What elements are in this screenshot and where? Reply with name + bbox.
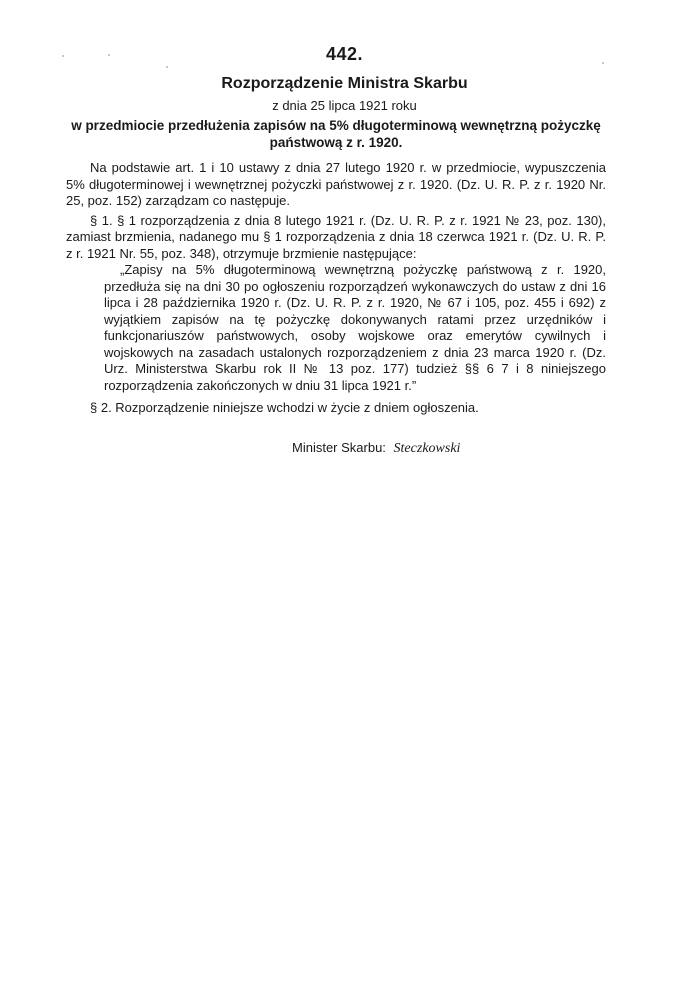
document-date: z dnia 25 lipca 1921 roku (272, 98, 417, 113)
signature-label: Minister Skarbu: (292, 440, 386, 455)
act-number: 442. (325, 44, 364, 64)
scan-speck (166, 66, 168, 68)
quoted-text-content: „Zapisy na 5% długoterminową wewnętrzną pożyczkę państwową z r. 1920, przedłuża się na dni 30 po ogłoszeniu rozporządzeń wykonawczych do ustaw z dni 16 lipca i 28 października 1920 r. (Dz. U. R. P. z r. 1920, № 67 i 105, poz. 455 i 692) z wyjątkiem zapisów na tę pożyczkę dokonywanych ratami przez urzędników i funkcjonariuszów państwowych, osoby wojskowe oraz emerytów cywilnych i wojskowych na zasadach ustalonych rozporządzeniem z dnia 23 marca 1920 r. (Dz. Urz. Ministerstwa Skarbu rok II № 13 poz. 177) tudzież §§ 6 7 i 8 niniejszego rozporządzenia zakończonych w dniu 31 lipca 1921 r.” (104, 262, 606, 393)
document-subject: w przedmiocie przedłużenia zapisów na 5% długoterminową wewnętrzną pożyczkę państwową z r. 1920. (71, 118, 601, 150)
section-2-paragraph: § 2. Rozporządzenie niniejsze wchodzi w życie z dniem ogłoszenia. (90, 400, 479, 415)
signature-name: Steczkowski (393, 441, 461, 456)
section-1-quoted-text (104, 262, 606, 394)
document-body (66, 160, 606, 417)
section-1-paragraph: § 1. § 1 rozporządzenia z dnia 8 lutego 1921 r. (Dz. U. R. P. z r. 1921 № 23, poz. 130), zamiast brzmienia, nadanego mu § 1 rozporządzenia z dnia 18 czerwca 1921 r. (Dz. U. R. P. z r. 1921 Nr. 55, poz. 348), otrzymuje brzmienie następujące: (66, 212, 606, 261)
signature-block (292, 440, 460, 457)
preamble-paragraph: Na podstawie art. 1 i 10 ustawy z dnia 27 lutego 1920 r. w przedmiocie, wypuszczenia 5% długoterminowej i wewnętrznej pożyczki państwowej z r. 1920. (Dz. U. R. P. z r. 1920 Nr. 25, poz. 152) zarządzam co następuje. (66, 160, 606, 208)
document-title: Rozporządzenie Ministra Skarbu (221, 75, 468, 92)
